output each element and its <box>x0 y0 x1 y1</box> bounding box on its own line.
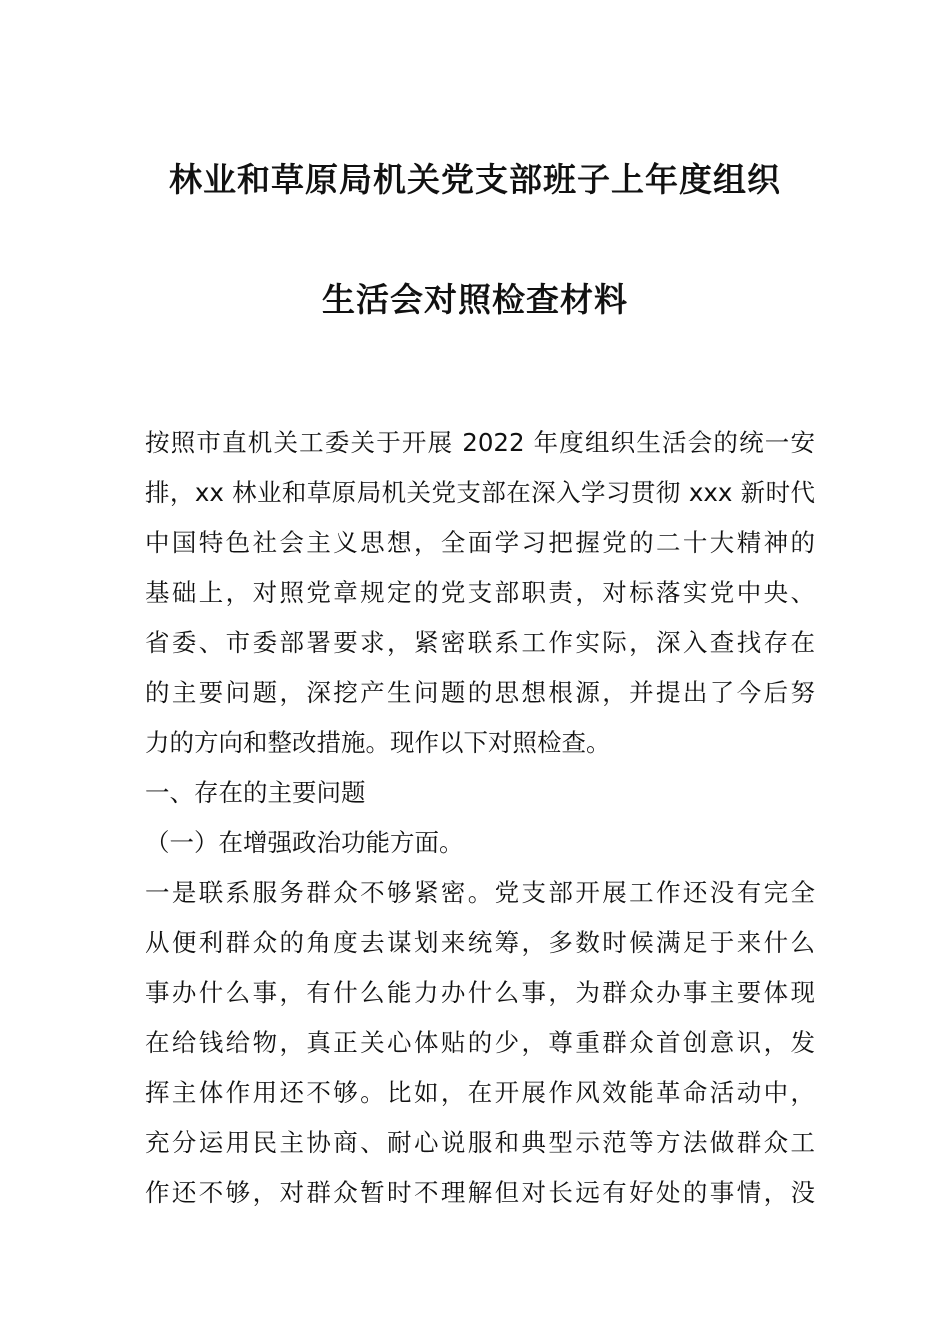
body-line: 基础上，对照党章规定的党支部职责，对标落实党中央、 <box>145 578 815 607</box>
body-line: 的主要问题，深挖产生问题的思想根源，并提出了今后努 <box>145 678 815 707</box>
document-body <box>145 418 815 1218</box>
body-line: 排，xx 林业和草原局机关党支部在深入学习贯彻 xxx 新时代 <box>145 478 815 507</box>
body-line: 在给钱给物，真正关心体贴的少，尊重群众首创意识，发 <box>145 1028 815 1057</box>
subsection-heading: （一）在增强政治功能方面。 <box>145 828 464 857</box>
body-line: 从便利群众的角度去谋划来统筹，多数时候满足于来什么 <box>145 928 815 957</box>
body-line: 充分运用民主协商、耐心说服和典型示范等方法做群众工 <box>145 1128 815 1157</box>
body-line: 挥主体作用还不够。比如，在开展作风效能革命活动中， <box>145 1078 815 1107</box>
document-title-line-1: 林业和草原局机关党支部班子上年度组织 <box>169 160 781 199</box>
document-title-line-2: 生活会对照检查材料 <box>322 280 628 319</box>
body-line: 力的方向和整改措施。现作以下对照检查。 <box>145 728 611 757</box>
body-line: 中国特色社会主义思想，全面学习把握党的二十大精神的 <box>145 528 815 557</box>
body-line: 作还不够，对群众暂时不理解但对长远有好处的事情，没 <box>145 1178 815 1207</box>
section-heading: 一、存在的主要问题 <box>145 778 366 807</box>
body-line: 省委、市委部署要求，紧密联系工作实际，深入查找存在 <box>145 628 815 657</box>
body-line: 按照市直机关工委关于开展 2022 年度组织生活会的统一安 <box>145 428 815 457</box>
body-line: 一是联系服务群众不够紧密。党支部开展工作还没有完全 <box>145 878 815 907</box>
body-line: 事办什么事，有什么能力办什么事，为群众办事主要体现 <box>145 978 815 1007</box>
